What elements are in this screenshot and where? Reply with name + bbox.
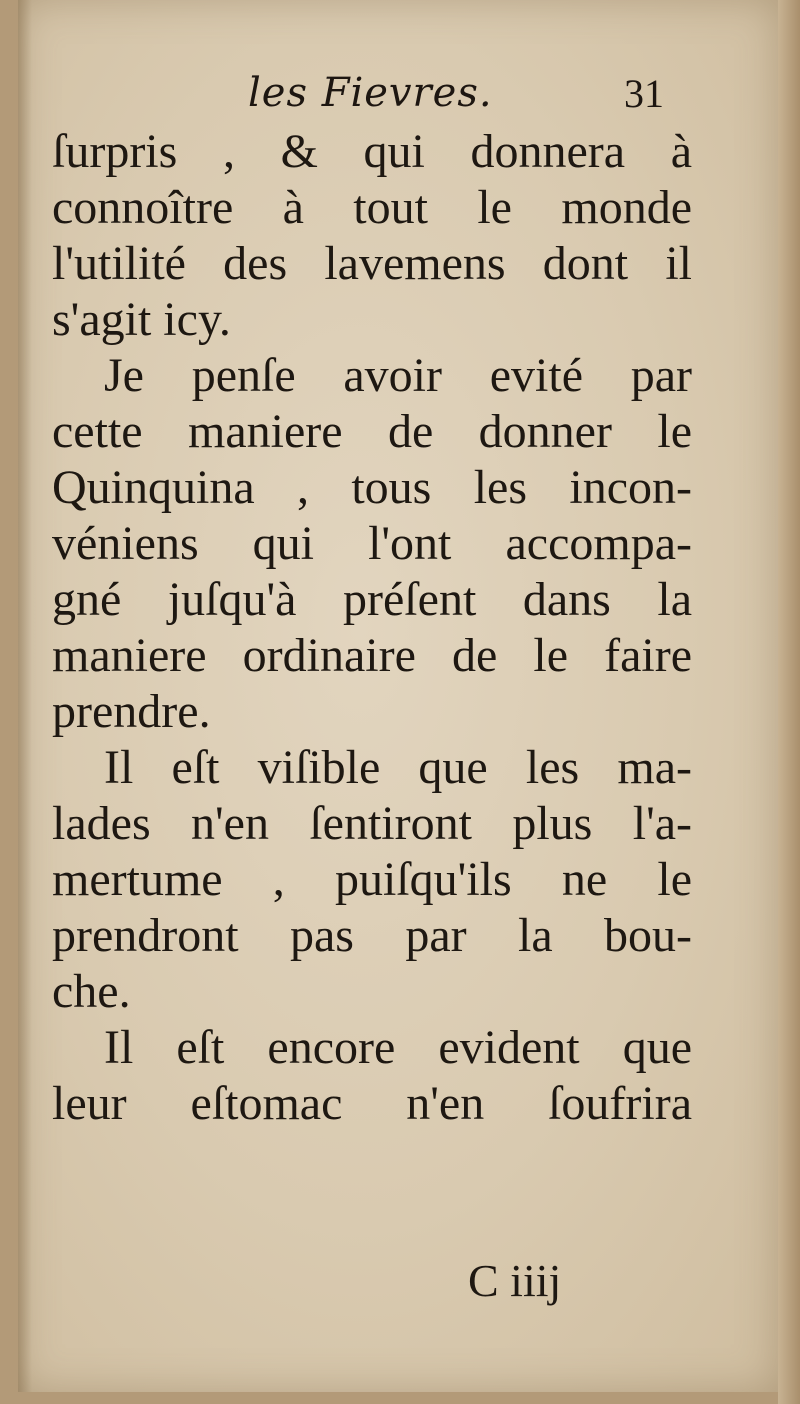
text-line: maniere ordinaire de le faire (52, 629, 692, 682)
text-line: véniens qui l'ont accompa- (52, 517, 692, 570)
text-line: l'utilité des lavemens dont il (52, 237, 692, 290)
text-line: lades n'en ſentiront plus l'a- (52, 797, 692, 850)
text-line: connoître à tout le monde (52, 181, 692, 234)
signature-mark: C iiij (468, 1255, 562, 1306)
paragraph-start-line: Il eſt viſible que les ma- (104, 741, 692, 794)
text-line: ſurpris , & qui donnera à (52, 125, 692, 178)
text-line: prendre. (52, 685, 211, 738)
page-edge (778, 0, 800, 1404)
text-line: leur eſtomac n'en ſoufrira (52, 1077, 692, 1130)
paragraph-start-line: Il eſt encore evident que (104, 1021, 692, 1074)
running-head (0, 66, 800, 126)
text-line: gné juſqu'à préſent dans la (52, 573, 692, 626)
text-line: mertume , puiſqu'ils ne le (52, 853, 692, 906)
text-line: Quinquina , tous les incon- (52, 461, 692, 514)
text-line: s'agit icy. (52, 293, 231, 346)
text-line: cette maniere de donner le (52, 405, 692, 458)
running-title: les Fievres. (248, 70, 493, 116)
page-number: 31 (624, 71, 664, 116)
text-line: che. (52, 965, 131, 1018)
text-line: prendront pas par la bou- (52, 909, 692, 962)
paragraph-start-line: Je penſe avoir evité par (104, 349, 692, 402)
body-text (52, 124, 692, 1132)
